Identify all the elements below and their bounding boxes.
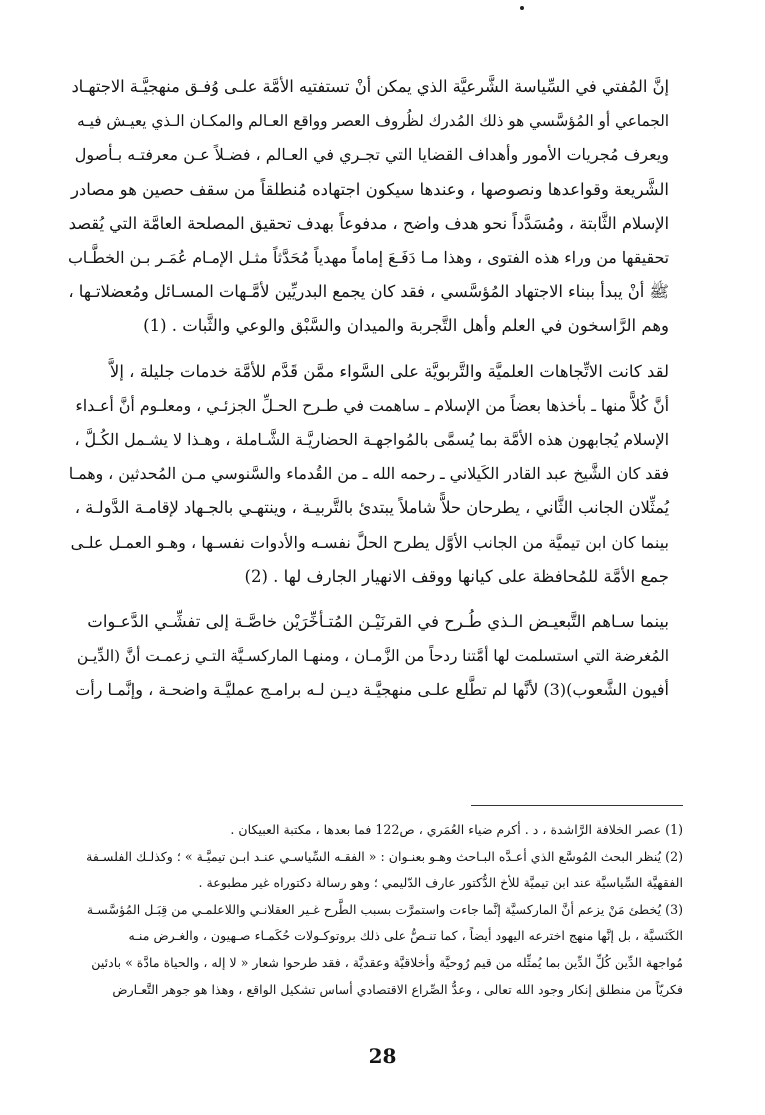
text-line: فقد كان الشَّيخ عبد القادر الكَيلاني ـ رحمه الله ـ من القُدماء والسَّنوسي مـن المُحدثين ، وهمـا: [68, 464, 669, 484]
text-line: بينما سـاهم التَّبعيـض الـذي طُـرح في القرنَيْـن المُتـأخِّرَيْن خاصَّـة إلى تفشِّـي الدَّعـوات: [87, 612, 669, 632]
text-line: الشَّريعة وقواعدها ونصوصها ، وعندها سيكون اجتهاده مُنطلقاً من سقف حصين هو مصادر: [70, 179, 669, 199]
footnote-separator: [471, 805, 683, 806]
footnote-line: مُواجهة الدِّين كُلِّ الدِّين بما يُمثِّله من قيم رُوحيَّة وأخلاقيَّة وعقديَّة ، فقد طرحوا شعار « لا إله ، والحياة مادَّة » بادئين: [91, 954, 683, 970]
text-line: ويعرف مُجريات الأمور وأهداف القضايا التي تجـري في العـالم ، فضـلاً عـن معرفتـه بـأصول: [74, 145, 669, 165]
text-line: يُمثِّلان الجانب الثَّاني ، يطرحان حلاًّ شاملاً يبتدئ بالتَّربيـة ، وينتهـي بالجـهاد لإقامـة الدَّولـة ،: [74, 498, 669, 518]
footnote-line: الكَنَسيَّة ، بل إنَّها منهج اخترعه اليهود أيضاً ، كما تنـصُّ على ذلك بروتوكـولات حُكَمـاء صـهيون ، والغـرض منـه: [128, 928, 683, 944]
text-line: إنَّ المُفتي في السِّياسة الشَّرعيَّة الذي يمكن أنْ تستفتيه الأمَّة علـى وُفـق منهجيَّـة الاجتهـاد: [71, 77, 669, 96]
paragraph-3: [68, 605, 683, 708]
footnote-line: (1) عصر الخلافة الرَّاشدة ، د . أكرم ضياء العُمَري ، ص122 فما بعدها ، مكتبة العبيكان .: [230, 822, 683, 837]
text-line: جمع الأمَّة للمُحافظة على كيانها ووقف الانهيار الجارف لها . (2): [244, 566, 669, 586]
footnote-line: (3) يُخطئ مَنْ يزعم أنَّ الماركسيَّة إنَّما جاءت واستمرَّت بسبب الطَّرح غـير العقلانـي واللاعلمـي من قِبَـل المُؤسَّسـة: [86, 901, 683, 917]
main-text: [68, 70, 683, 719]
text-line: الإسلام الثَّابتة ، ومُسَدَّداً نحو هدف واضح ، مدفوعاً بهدف تحقيق المصلحة العامَّة التي يُقصد: [68, 213, 669, 233]
text-line: أنَّ كُلاًّ منها ـ بأخذها بعضاً من الإسلام ـ ساهمت في طـرح الحـلِّ الجزئـي ، ومعلـوم أنَّ أعـداء: [75, 395, 669, 415]
footnotes: [68, 817, 683, 1003]
text-line: الإسلام يُجابهون هذه الأمَّة بما يُسمَّى بالمُواجهـة الحضاريَّـة الشَّـاملة ، وهـذا لا يشـمل الكُـلَّ ،: [74, 430, 669, 450]
text-line: المُغرضة التي استسلمت لها أمَّتنا ردحاً من الزَّمـان ، ومنهـا الماركسـيَّة التـي زعمـت أنَّ (الدِّيـن: [76, 647, 669, 666]
text-line: الجماعي أو المُؤسَّسي هو ذلك المُدرك لظُروف العصر وواقع العـالم والمكـان الـذي يعيـش فيـه: [76, 112, 669, 131]
text-line: لقد كانت الاتِّجاهات العلميَّة والتَّربويَّة على السَّواء ممَّن قَدَّم للأمَّة خدمات جليلة ، إلاَّ: [109, 361, 669, 381]
paragraph-1: [68, 70, 683, 344]
text-line: وهم الرَّاسخون في العلم وأهل التَّجربة والميدان والسَّبْق والوعي والثَّبات . (1): [143, 316, 669, 336]
footnote-line: الفقهيَّة السِّياسيَّة عند ابن تيميَّة للأخ الدُّكتور عارف الدّليمي ؛ وهو رسالة دكتوراه غير مطبوعة .: [198, 875, 683, 891]
text-line: أفيون الشَّعوب)(3) لأنَّها لم تطَّلع علـى منهجيَّـة ديـن لـه برامـج عمليَّـة واضحـة ، وإنَّمـا رأت: [75, 680, 669, 700]
footnote-line: (2) يُنظر البحث المُوسَّع الذي أعـدَّه البـاحث وهـو بعنـوان : « الفقـه السِّياسـي عنـد ابـن تيميَّـة » ؛ وكذلـك الفلسـفة: [86, 848, 683, 864]
ink-dot: [520, 6, 524, 10]
text-line: تحقيقها من وراء هذه الفتوى ، وهذا مـا دَفَـعَ إماماً مهدياً مُحَدَّثاً مثـل الإمـام عُمَـر بـن الخطَّـاب: [67, 248, 669, 268]
page-number: 28: [368, 1044, 397, 1068]
paragraph-2: [68, 355, 683, 594]
text-line: ﷺ أنْ يبدأ ببناء الاجتهاد المُؤسَّسي ، فقد كان يجمع البدريِّين لأمَّـهات المسـائل ومُعضلاتـها ،: [68, 282, 669, 302]
footnote-line: فكريّاً من منطلق إنكار وجود الله تعالى ، وعدُّ الصِّراع الاقتصادي أساس تشكيل الواقع ، وهذا هو جوهر التَّعـارض: [112, 981, 683, 997]
text-line: بينما كان ابن تيميَّة من الجانب الأوَّل يطرح الحلَّ نفسـه والأدوات نفسـها ، وهـو العمـل علـى: [70, 532, 669, 552]
